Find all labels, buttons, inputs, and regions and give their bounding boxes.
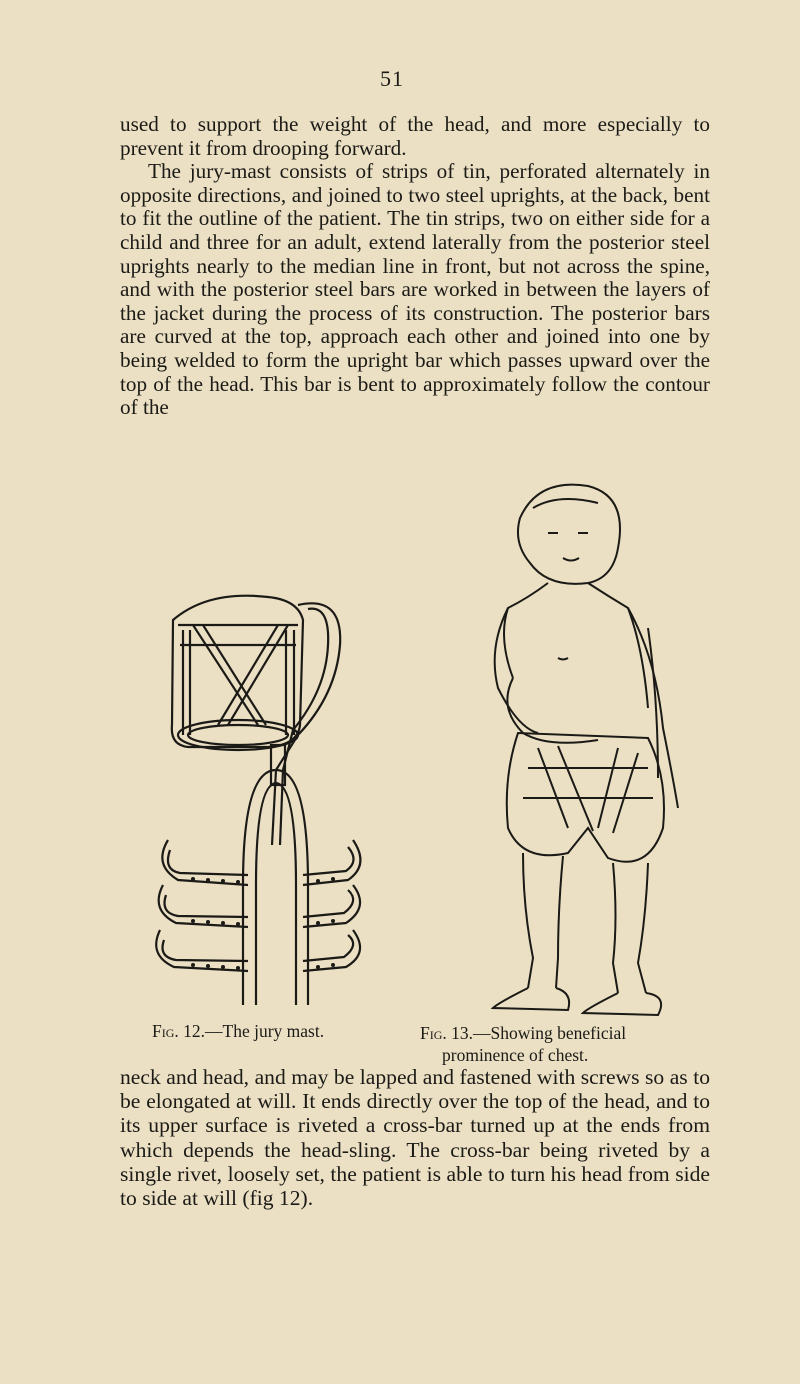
boy-chest-illustration <box>478 478 708 1018</box>
paragraph-2: The jury-mast consists of strips of tin, perforated alternately in opposite directions, and joined to two steel uprights, at the back, bent to fit the outline of the patient. The tin strips, two on either side for a child and three for an adult, extend laterally from the posterior steel uprights nearly to the median line in front, but not across the spine, and with the posterior steel bars are worked in between the layers of the jacket during the process of its construction. The posterior bars are curved at the top, approach each other and joined into one by being welded to form the upright bar which passes upward over the top of the head. This bar is bent to approximately follow the contour of the <box>120 159 710 420</box>
body-text-top <box>120 113 710 420</box>
page-number: 51 <box>380 66 404 91</box>
paragraph-1: used to support the weight of the head, and more especially to prevent it from drooping forward. <box>120 112 710 160</box>
body-text-bottom <box>120 1065 710 1210</box>
figure-12-caption <box>152 1020 382 1042</box>
figure-13-label: Fig. 13. <box>420 1023 474 1043</box>
figure-13-caption <box>420 1022 720 1066</box>
paragraph-3: neck and head, and may be lapped and fastened with screws so as to be elongated at will. It ends directly over the top of the head, and to its upper surface is riveted a cross-bar turned up at the ends from which depends the head-sling. The cross-bar being riveted by a single rivet, loosely set, the patient is able to turn his head from side to side at will (fig 12). <box>120 1065 710 1211</box>
figure-13-text-line2: prominence of chest. <box>442 1045 589 1065</box>
figure-12-text: —The jury mast. <box>205 1021 325 1041</box>
figure-13-text-line1: —Showing beneficial <box>473 1023 627 1043</box>
figure-12-label: Fig. 12. <box>152 1021 206 1041</box>
jury-mast-illustration <box>148 585 373 1015</box>
